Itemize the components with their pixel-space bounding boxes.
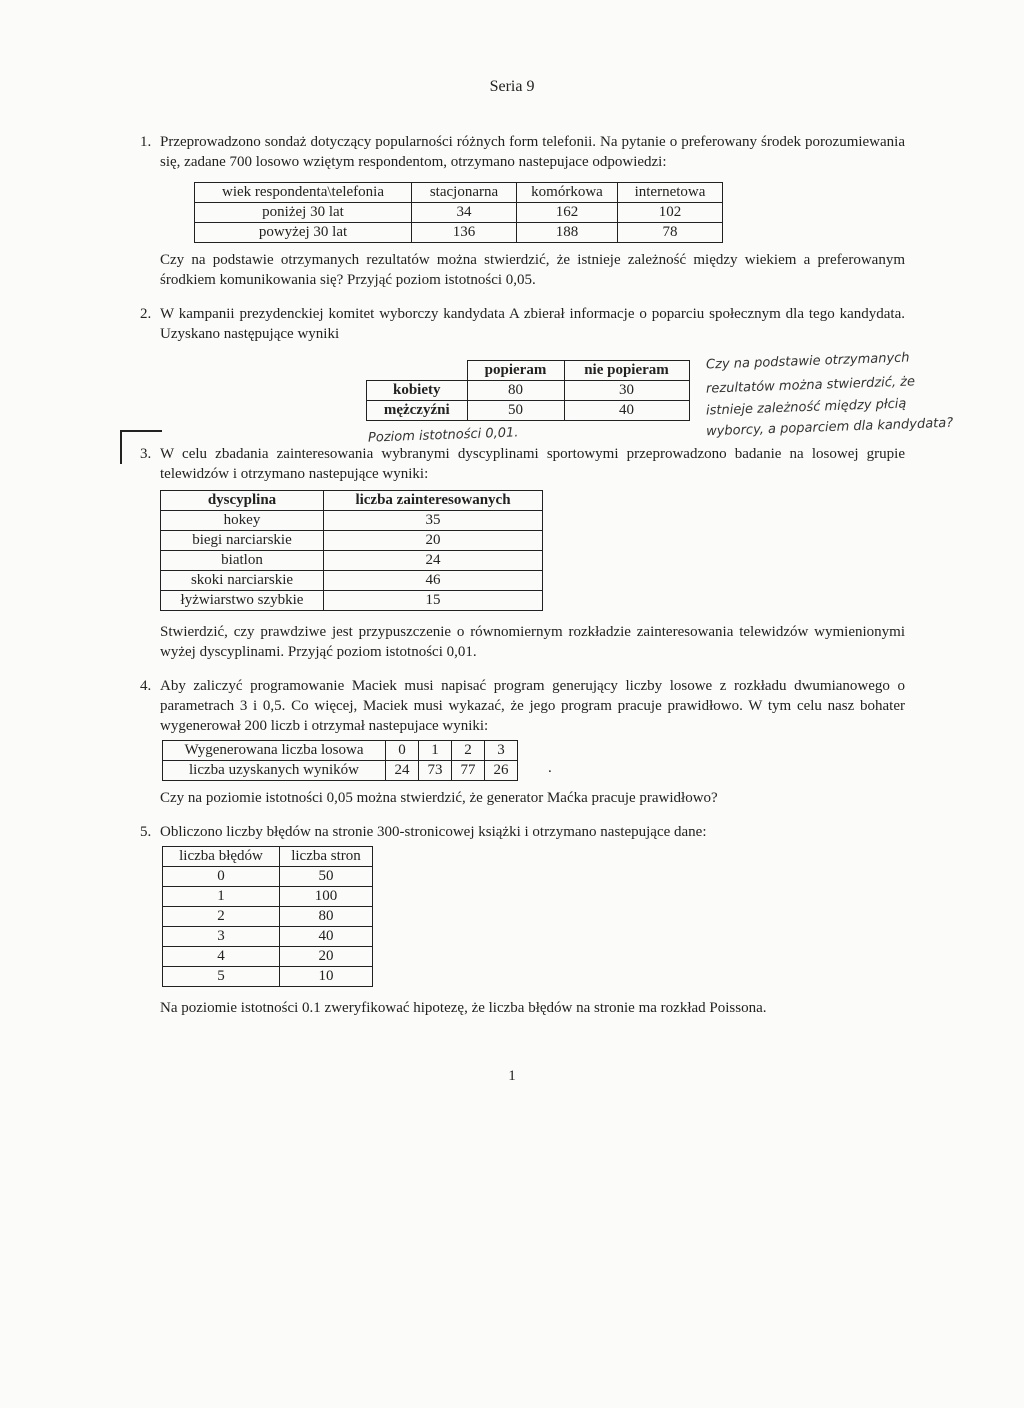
- table-cell: 102: [618, 203, 723, 223]
- table-cell: 50: [280, 867, 373, 887]
- table-cell: 0: [163, 867, 280, 887]
- table-cell: 26: [485, 761, 518, 781]
- handwritten-note-line: istnieje zależność między płcią: [705, 396, 907, 419]
- table-cell: kobiety: [367, 381, 468, 401]
- header-cell: nie popieram: [564, 361, 689, 381]
- problem-intro: Aby zaliczyć programowanie Maciek musi napisać program generujący liczby losowe z rozkładu dwumianowego o parametrach 3 i 0,5. Co więcej, Maciek musi wykazać, że jego program pracuje prawidłowo. W tym celu nasz bohater wygenerował 200 liczb i otrzymał nastepujace wyniki:: [160, 678, 905, 734]
- problem-3: [140, 444, 905, 484]
- problem-intro: Przeprowadzono sondaż dotyczący popularności różnych form telefonii. Na pytanie o preferowany środek porozumiewania się, zadane 700 losowo wziętym respondentom, otrzymano nastepujace odpowiedzi:: [160, 134, 905, 170]
- header-cell: liczba błędów: [163, 847, 280, 867]
- problem-number: 3.: [140, 446, 152, 462]
- problem-number: 4.: [140, 678, 152, 694]
- problem-4: [140, 676, 905, 736]
- header-cell: [367, 361, 468, 381]
- table-row: [161, 531, 543, 551]
- table-row: [367, 381, 690, 401]
- table-row: [195, 223, 723, 243]
- telephony-table: [194, 182, 723, 243]
- problem-1: [140, 132, 905, 172]
- table-cell: 15: [324, 591, 543, 611]
- table-cell: 34: [412, 203, 517, 223]
- problem-intro: W kampanii prezydenckiej komitet wyborczy kandydata A zbierał informacje o poparciu społecznym dla tego kandydata. Uzyskano następujące wyniki: [160, 306, 905, 342]
- table-cell: łyżwiarstwo szybkie: [161, 591, 324, 611]
- table-cell: 77: [452, 761, 485, 781]
- problem-intro: Obliczono liczby błędów na stronie 300-stronicowej książki i otrzymano nastepujące dane:: [160, 824, 707, 840]
- header-cell: liczba stron: [280, 847, 373, 867]
- table-cell: 20: [324, 531, 543, 551]
- problem-question: Stwierdzić, czy prawdziwe jest przypuszczenie o równomiernym rozkładzie zainteresowania telewidzów wymienionymi wyżej dyscyplinami. Przyjąć poziom istotności 0,01.: [160, 624, 905, 660]
- table-cell: 46: [324, 571, 543, 591]
- table-row: [161, 551, 543, 571]
- problem-question: Na poziomie istotności 0.1 zweryfikować hipotezę, że liczba błędów na stronie ma rozkład Poissona.: [160, 1000, 767, 1016]
- table-cell: powyżej 30 lat: [195, 223, 412, 243]
- handwritten-note-line: wyborcy, a poparciem dla kandydata?: [705, 415, 954, 440]
- header-cell: stacjonarna: [412, 183, 517, 203]
- table-cell: 2: [163, 907, 280, 927]
- table-cell: liczba uzyskanych wyników: [163, 761, 386, 781]
- problem-3-question: [160, 622, 905, 662]
- table-row: [161, 571, 543, 591]
- page-title: Seria 9: [489, 78, 535, 95]
- header-cell: komórkowa: [517, 183, 618, 203]
- header-cell: wiek respondenta\telefonia: [195, 183, 412, 203]
- table-cell: 80: [280, 907, 373, 927]
- table-cell: 20: [280, 947, 373, 967]
- generator-table: [162, 740, 518, 781]
- errors-table: [162, 846, 373, 987]
- table-cell: 162: [517, 203, 618, 223]
- problem-number: 1.: [140, 134, 152, 150]
- table-row: [161, 511, 543, 531]
- handwritten-significance-level: Poziom istotności 0,01.: [367, 425, 519, 446]
- table-cell: 24: [386, 761, 419, 781]
- table-cell: skoki narciarskie: [161, 571, 324, 591]
- handwritten-note-line: rezultatów można stwierdzić, że: [705, 374, 916, 397]
- problem-4-question: [160, 788, 905, 808]
- handwritten-note-line: Czy na podstawie otrzymanych: [705, 350, 910, 373]
- table-cell: Wygenerowana liczba losowa: [163, 741, 386, 761]
- table-cell: 10: [280, 967, 373, 987]
- table-cell: 35: [324, 511, 543, 531]
- table-row: [163, 927, 373, 947]
- support-table: [366, 360, 690, 421]
- table-row: [163, 761, 518, 781]
- header-cell: popieram: [467, 361, 564, 381]
- problem-1-question: [160, 250, 905, 290]
- table-row: [161, 591, 543, 611]
- header-cell: internetowa: [618, 183, 723, 203]
- page-number: 1: [508, 1068, 516, 1084]
- table-cell: 30: [564, 381, 689, 401]
- table-cell: 73: [419, 761, 452, 781]
- table-cell: biegi narciarskie: [161, 531, 324, 551]
- table-cell: 1: [163, 887, 280, 907]
- table-cell: hokey: [161, 511, 324, 531]
- table-row: [163, 741, 518, 761]
- table-cell: 136: [412, 223, 517, 243]
- problem-5-question: [160, 998, 905, 1018]
- problem-number: 2.: [140, 306, 152, 322]
- table-cell: 2: [452, 741, 485, 761]
- header-cell: liczba zainteresowanych: [324, 491, 543, 511]
- table-row: [367, 401, 690, 421]
- problem-number: 5.: [140, 824, 152, 840]
- table-cell: 3: [163, 927, 280, 947]
- table-header-row: [163, 847, 373, 867]
- table-cell: 50: [467, 401, 564, 421]
- table-period: .: [548, 760, 552, 776]
- table-row: [195, 203, 723, 223]
- table-cell: 40: [564, 401, 689, 421]
- table-cell: 188: [517, 223, 618, 243]
- table-row: [163, 947, 373, 967]
- disciplines-table: [160, 490, 543, 611]
- table-cell: biatlon: [161, 551, 324, 571]
- table-cell: mężczyźni: [367, 401, 468, 421]
- problem-intro: W celu zbadania zainteresowania wybranymi dyscyplinami sportowymi przeprowadzono badanie na losowej grupie telewidzów i otrzymano nastepujące wyniki:: [160, 446, 905, 482]
- table-cell: 0: [386, 741, 419, 761]
- table-cell: 78: [618, 223, 723, 243]
- problem-2: [140, 304, 905, 344]
- problem-question: Czy na podstawie otrzymanych rezultatów można stwierdzić, że istnieje zależność między wiekiem a preferowanym środkiem komunikowania się? Przyjąć poziom istotności 0,05.: [160, 252, 905, 288]
- table-row: [163, 907, 373, 927]
- table-row: [163, 967, 373, 987]
- table-row: [163, 867, 373, 887]
- table-cell: 5: [163, 967, 280, 987]
- table-cell: poniżej 30 lat: [195, 203, 412, 223]
- table-header-row: [367, 361, 690, 381]
- table-cell: 4: [163, 947, 280, 967]
- header-cell: dyscyplina: [161, 491, 324, 511]
- problem-question: Czy na poziomie istotności 0,05 można stwierdzić, że generator Maćka pracuje prawidłowo?: [160, 790, 718, 806]
- table-header-row: [161, 491, 543, 511]
- table-cell: 1: [419, 741, 452, 761]
- problem-5: [140, 822, 905, 842]
- table-cell: 40: [280, 927, 373, 947]
- table-cell: 100: [280, 887, 373, 907]
- table-header-row: [195, 183, 723, 203]
- table-row: [163, 887, 373, 907]
- table-cell: 80: [467, 381, 564, 401]
- table-cell: 24: [324, 551, 543, 571]
- table-cell: 3: [485, 741, 518, 761]
